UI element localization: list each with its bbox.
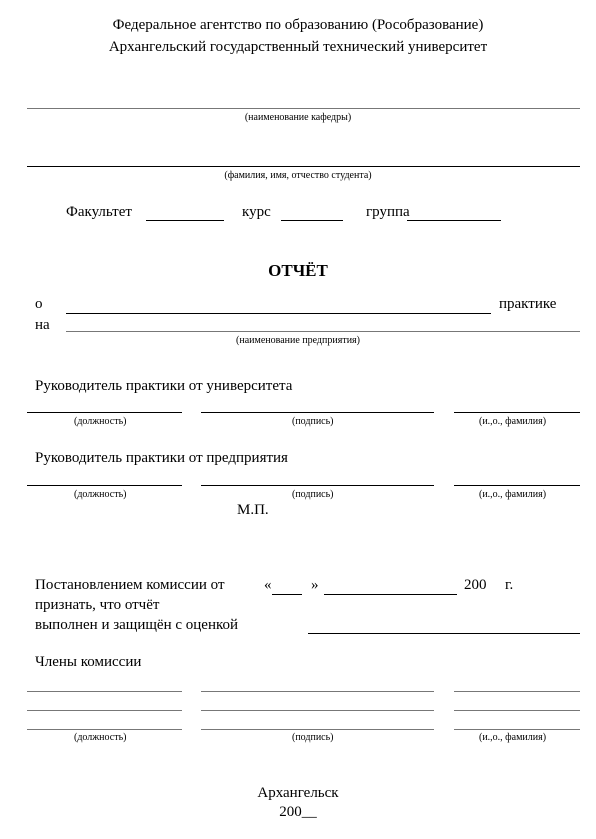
members-initials-caption: (и.,о., фамилия) [479,732,547,743]
department-line[interactable] [27,108,580,109]
univ-signature-caption: (подпись) [292,416,334,427]
group-label: группа [366,204,410,220]
members-label: Члены комиссии [35,654,142,670]
footer-year: 200__ [279,804,317,820]
group-field[interactable] [407,220,501,221]
stamp-label: М.П. [237,502,269,518]
ent-position-caption: (должность) [74,489,127,500]
members-position-caption: (должность) [74,732,127,743]
resolution-year-suffix: г. [505,577,514,593]
enterprise-caption: (наименование предприятия) [236,335,360,346]
ent-position-field[interactable] [27,485,182,486]
faculty-field[interactable] [146,220,224,221]
agency-name: Федеральное агентство по образованию (Рособразование) [112,17,484,33]
student-name-line[interactable] [27,166,580,167]
student-caption: (фамилия, имя, отчество студента) [224,170,372,181]
quote-open: « [264,577,272,593]
univ-position-caption: (должность) [74,416,127,427]
resolution-line3: выполнен и защищён с оценкой [35,617,239,633]
members-signature-caption: (подпись) [292,732,334,743]
member3-signature-field[interactable] [201,729,434,730]
course-field[interactable] [281,220,343,221]
ent-initials-caption: (и.,о., фамилия) [479,489,547,500]
member3-position-field[interactable] [27,729,182,730]
at-label: на [35,317,50,333]
ent-signature-field[interactable] [201,485,434,486]
university-name: Архангельский государственный технический университет [108,39,488,55]
grade-field[interactable] [308,633,580,634]
member1-position-field[interactable] [27,691,182,692]
university-supervisor-label: Руководитель практики от университета [35,378,293,394]
member2-initials-field[interactable] [454,710,580,711]
resolution-line2: признать, что отчёт [35,597,160,613]
resolution-year-prefix: 200 [464,577,487,593]
enterprise-field[interactable] [66,331,580,332]
resolution-label: Постановлением комиссии от [35,577,225,593]
resolution-day-field[interactable] [272,594,302,595]
univ-initials-field[interactable] [454,412,580,413]
member2-signature-field[interactable] [201,710,434,711]
member2-position-field[interactable] [27,710,182,711]
course-label: курс [242,204,271,220]
univ-initials-caption: (и.,о., фамилия) [479,416,547,427]
department-caption: (наименование кафедры) [244,112,352,123]
footer-city: Архангельск [257,785,339,801]
ent-signature-caption: (подпись) [292,489,334,500]
practice-label: практике [499,296,557,312]
report-title: ОТЧЁТ [268,261,328,280]
enterprise-supervisor-label: Руководитель практики от предприятия [35,450,288,466]
univ-position-field[interactable] [27,412,182,413]
member3-initials-field[interactable] [454,729,580,730]
practice-type-field[interactable] [66,313,491,314]
resolution-month-field[interactable] [324,594,457,595]
ent-initials-field[interactable] [454,485,580,486]
faculty-label: Факультет [66,204,132,220]
quote-close: » [311,577,319,593]
univ-signature-field[interactable] [201,412,434,413]
about-label: о [35,296,43,312]
member1-initials-field[interactable] [454,691,580,692]
member1-signature-field[interactable] [201,691,434,692]
